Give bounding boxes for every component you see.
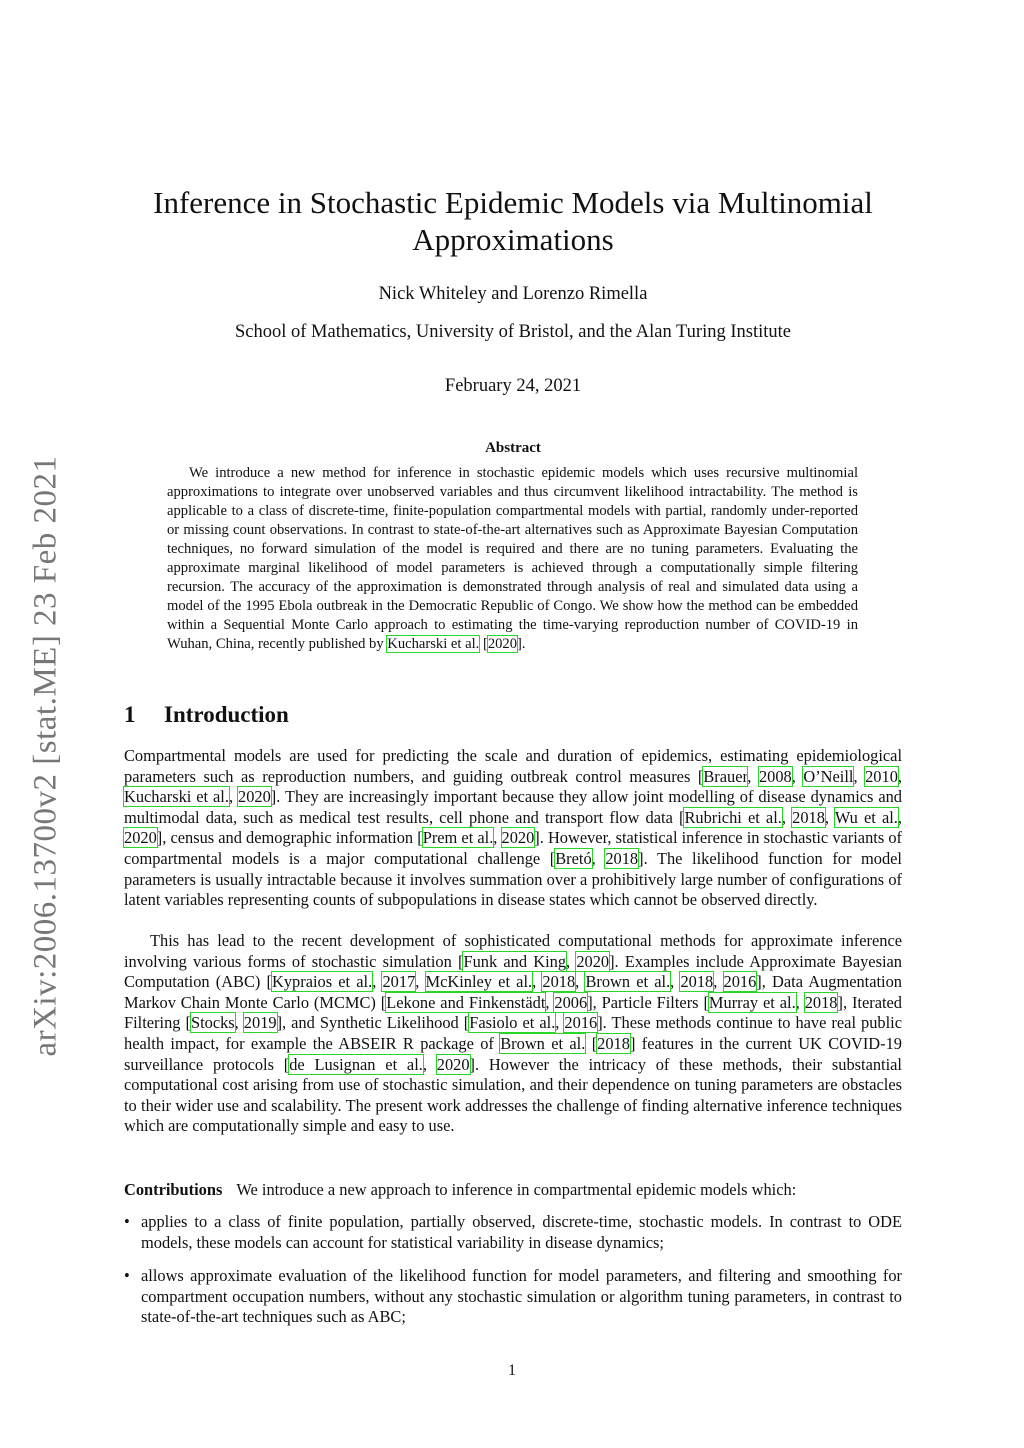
citation-link[interactable]: de Lusignan et al. [289, 1054, 423, 1074]
citation-link[interactable]: Brown et al. [585, 972, 671, 992]
text-run: ]. Examples include Approximate Bayesian Computation (ABC) [ [124, 951, 902, 992]
text-run: , [824, 807, 835, 827]
citation-link[interactable]: 2018 [542, 972, 576, 992]
text-run: , [853, 766, 866, 786]
text-run: Compartmental models are used for predicting the scale and duration of epidemics, estimating epidemiological parameters such as reproduction numbers, and guiding outbreak control measures [ [124, 746, 902, 786]
text-run: , [781, 807, 793, 827]
intro-paragraph-1 [124, 746, 902, 911]
citation-link[interactable]: 2020 [576, 951, 610, 971]
text-run: ]. The likelihood function for model parameters is usually intractable because it involves summation over a prohibitively large number of configurations of latent variables representing counts of subpopulations in disease states which cannot be observed directly. [124, 848, 902, 910]
text-run: , [415, 972, 426, 992]
text-run: [ [585, 1033, 598, 1053]
citation-link[interactable]: 2008 [758, 766, 792, 786]
paper-date: February 24, 2021 [444, 376, 582, 396]
text-run: ], and Synthetic Likelihood [ [276, 1013, 470, 1033]
citation-link[interactable]: 2018 [680, 972, 714, 992]
section-heading [124, 702, 289, 728]
arxiv-id: arXiv:2006.13700v2 [stat.ME] 23 Feb 2021 [27, 455, 64, 1057]
abstract-body: We introduce a new method for inference in stochastic epidemic models which uses recursive multinomial approximations to integrate over unobserved variables and thus circumvent likelihood intractability. The method is applicable to a class of discrete-time, finite-population compartmental models with partial, randomly under-reported or missing count observations. In contrast to state-of-the-art alternatives such as Approximate Bayesian Computation techniques, no forward simulation of the model is required and there are no tuning parameters. Evaluating the approximate marginal likelihood of model parameters is achieved through a computationally simple filtering recursion. The accuracy of the approximation is demonstrated through analysis of real and simulated data using a model of the 1995 Ebola outbreak in the Democratic Republic of Congo. We show how the method can be embedded within a Sequential Monte Carlo approach to estimating the time-varying reproduction number of COVID-19 in Wuhan, China, recently published by Kucharski et al. [2020]. [167, 465, 858, 652]
text-run: ]. However the intricacy of these methods, their substantial computational cost arising from use of stochastic simulation, and their dependence on tuning parameters are obstacles to their wider use and scalability. The present work addresses the challenge of finding alternative inference techniques which are computationally simple and easy to use. [124, 1054, 902, 1136]
citation-link[interactable]: 2018 [792, 807, 825, 827]
text-run: , [713, 972, 724, 992]
bullet-icon: • [124, 1266, 130, 1286]
text-run: ]. These methods continue to have real public health impact, for example the ABSEIR R package of [124, 1013, 902, 1053]
contributions-paragraph [124, 1180, 902, 1201]
citation-link[interactable]: 2006 [554, 992, 588, 1012]
text-run: , [228, 787, 238, 807]
citation-link[interactable]: Wu et al. [834, 807, 898, 827]
citation-link[interactable]: Stocks [190, 1013, 235, 1033]
text-run: , [555, 1013, 565, 1033]
citation-link[interactable]: Lekone and Finkenstädt [386, 992, 546, 1012]
text-run: , [422, 1054, 437, 1074]
text-run: , [234, 1013, 244, 1033]
text-run: , [747, 766, 759, 786]
citation-link[interactable]: Fasiolo et al. [469, 1013, 556, 1033]
intro-paragraph-2 [124, 931, 902, 1137]
text-run: , [493, 828, 502, 848]
contributions-list [124, 1212, 902, 1341]
citation-link[interactable]: Brauer [703, 766, 748, 786]
citation-link[interactable]: Prem et al. [422, 828, 494, 848]
citation-link[interactable]: Kucharski et al. [124, 787, 229, 807]
citation-link[interactable]: 2020 [487, 636, 517, 652]
citation-link[interactable]: 2020 [124, 828, 157, 848]
text-run: , [566, 951, 577, 971]
paper-affiliation: School of Mathematics, University of Bristol, and the Alan Turing Institute [235, 322, 791, 342]
bullet-icon: • [124, 1212, 130, 1231]
list-item-text: applies to a class of finite population, partially observed, discrete-time, stochastic models. In contrast to ODE models, these models can account for statistical variability in disease dynamics; [141, 1212, 902, 1252]
citation-link[interactable]: 2017 [382, 972, 416, 992]
citation-link[interactable]: McKinley et al. [425, 972, 533, 992]
text-run: , [532, 972, 543, 992]
contributions-label: Contributions [124, 1180, 223, 1199]
text-run: ], Iterated Filtering [ [124, 992, 903, 1033]
text-run: ], census and demographic information [ [156, 828, 423, 848]
list-item-text: allows approximate evaluation of the likelihood function for model parameters, and filtering and smoothing for compartment occupation numbers, without any stochastic simulation or algorithm tuning parameters, in contrast to state-of-the-art techniques such as ABC; [141, 1266, 902, 1327]
citation-link[interactable]: Kypraios et al. [272, 972, 373, 992]
abstract-end: . [521, 636, 526, 652]
citation-link[interactable]: Rubrichi et al. [684, 807, 782, 827]
citation-link[interactable]: 2010 [865, 766, 898, 786]
text-run: , [575, 972, 586, 992]
citation-link[interactable]: 2020 [436, 1054, 470, 1074]
text-run: , [591, 848, 606, 868]
citation-link[interactable]: 2018 [804, 992, 838, 1012]
abstract-heading: Abstract [485, 440, 541, 456]
section-number: 1 [124, 702, 136, 727]
citation-link[interactable]: 2018 [597, 1033, 630, 1053]
text-run: ] features in the current UK COVID-19 surveillance protocols [ [124, 1033, 902, 1074]
citation-link[interactable]: Kucharski et al. [387, 636, 480, 652]
citation-link[interactable]: O’Neill [803, 766, 854, 786]
text-run: , [795, 992, 805, 1012]
text-run: ], Particle Filters [ [587, 992, 709, 1012]
text-run: ]. They are increasingly important because they allow joint modelling of disease dynamics and multimodal data, such as medical test results, cell phone and transport flow data [ [124, 787, 902, 827]
text-run: ], Data Augmentation Markov Chain Monte Carlo (MCMC) [ [124, 972, 903, 1012]
citation-link[interactable]: 2018 [605, 848, 639, 868]
text-run: , [791, 766, 804, 786]
section-title: Introduction [164, 702, 289, 727]
list-item [124, 1266, 902, 1328]
citation-link[interactable]: 2019 [243, 1013, 277, 1033]
text-run: , [897, 766, 902, 786]
text-run: , [545, 992, 555, 1012]
page-number: 1 [508, 1362, 516, 1379]
citation-link[interactable]: Funk and King [463, 951, 567, 971]
abstract-text: We introduce a new method for inference in stochastic epidemic models which uses recursive multinomial approximations to integrate over unobserved variables and thus circumvent likelihood intractability. The method is applicable to a class of discrete-time, finite-population compartmental models with partial, randomly under-reported or missing count observations. In contrast to state-of-the-art alternatives such as Approximate Bayesian Computation techniques, no forward simulation of the model is required and there are no tuning parameters. Evaluating the approximate marginal likelihood of model parameters is achieved through a computationally simple filtering recursion. The accuracy of the approximation is demonstrated through analysis of real and simulated data using a model of the 1995 Ebola outbreak in the Democratic Republic of Congo. We show how the method can be embedded within a Sequential Monte Carlo approach to estimating the time-varying reproduction number of COVID-19 in Wuhan, China, recently published by [167, 465, 858, 652]
contributions-text: We introduce a new approach to inference in compartmental epidemic models which: [236, 1180, 797, 1199]
citation-link[interactable]: Bretó [555, 848, 592, 868]
text-run: This has lead to the recent development of sophisticated computational methods for approximate inference involving various forms of stochastic simulation [ [124, 931, 902, 971]
arxiv-stamp [16, 446, 76, 1066]
paper-title: Inference in Stochastic Epidemic Models via Multinomial Approximations [153, 185, 873, 257]
text-run: ]. However, statistical inference in stochastic variants of compartmental models is a major computational challenge [ [124, 828, 902, 868]
list-item [124, 1212, 902, 1253]
citation-link[interactable]: Murray et al. [708, 992, 796, 1012]
citation-link[interactable]: 2016 [564, 1013, 598, 1033]
citation-link[interactable]: 2020 [501, 828, 535, 848]
text-run: , [372, 972, 383, 992]
text-run: , [670, 972, 681, 992]
citation-link[interactable]: Brown et al. [500, 1033, 586, 1053]
paper-authors: Nick Whiteley and Lorenzo Rimella [378, 284, 648, 304]
text-run: , [897, 807, 903, 827]
citation-link[interactable]: 2016 [723, 972, 757, 992]
citation-link[interactable]: 2020 [238, 787, 271, 807]
